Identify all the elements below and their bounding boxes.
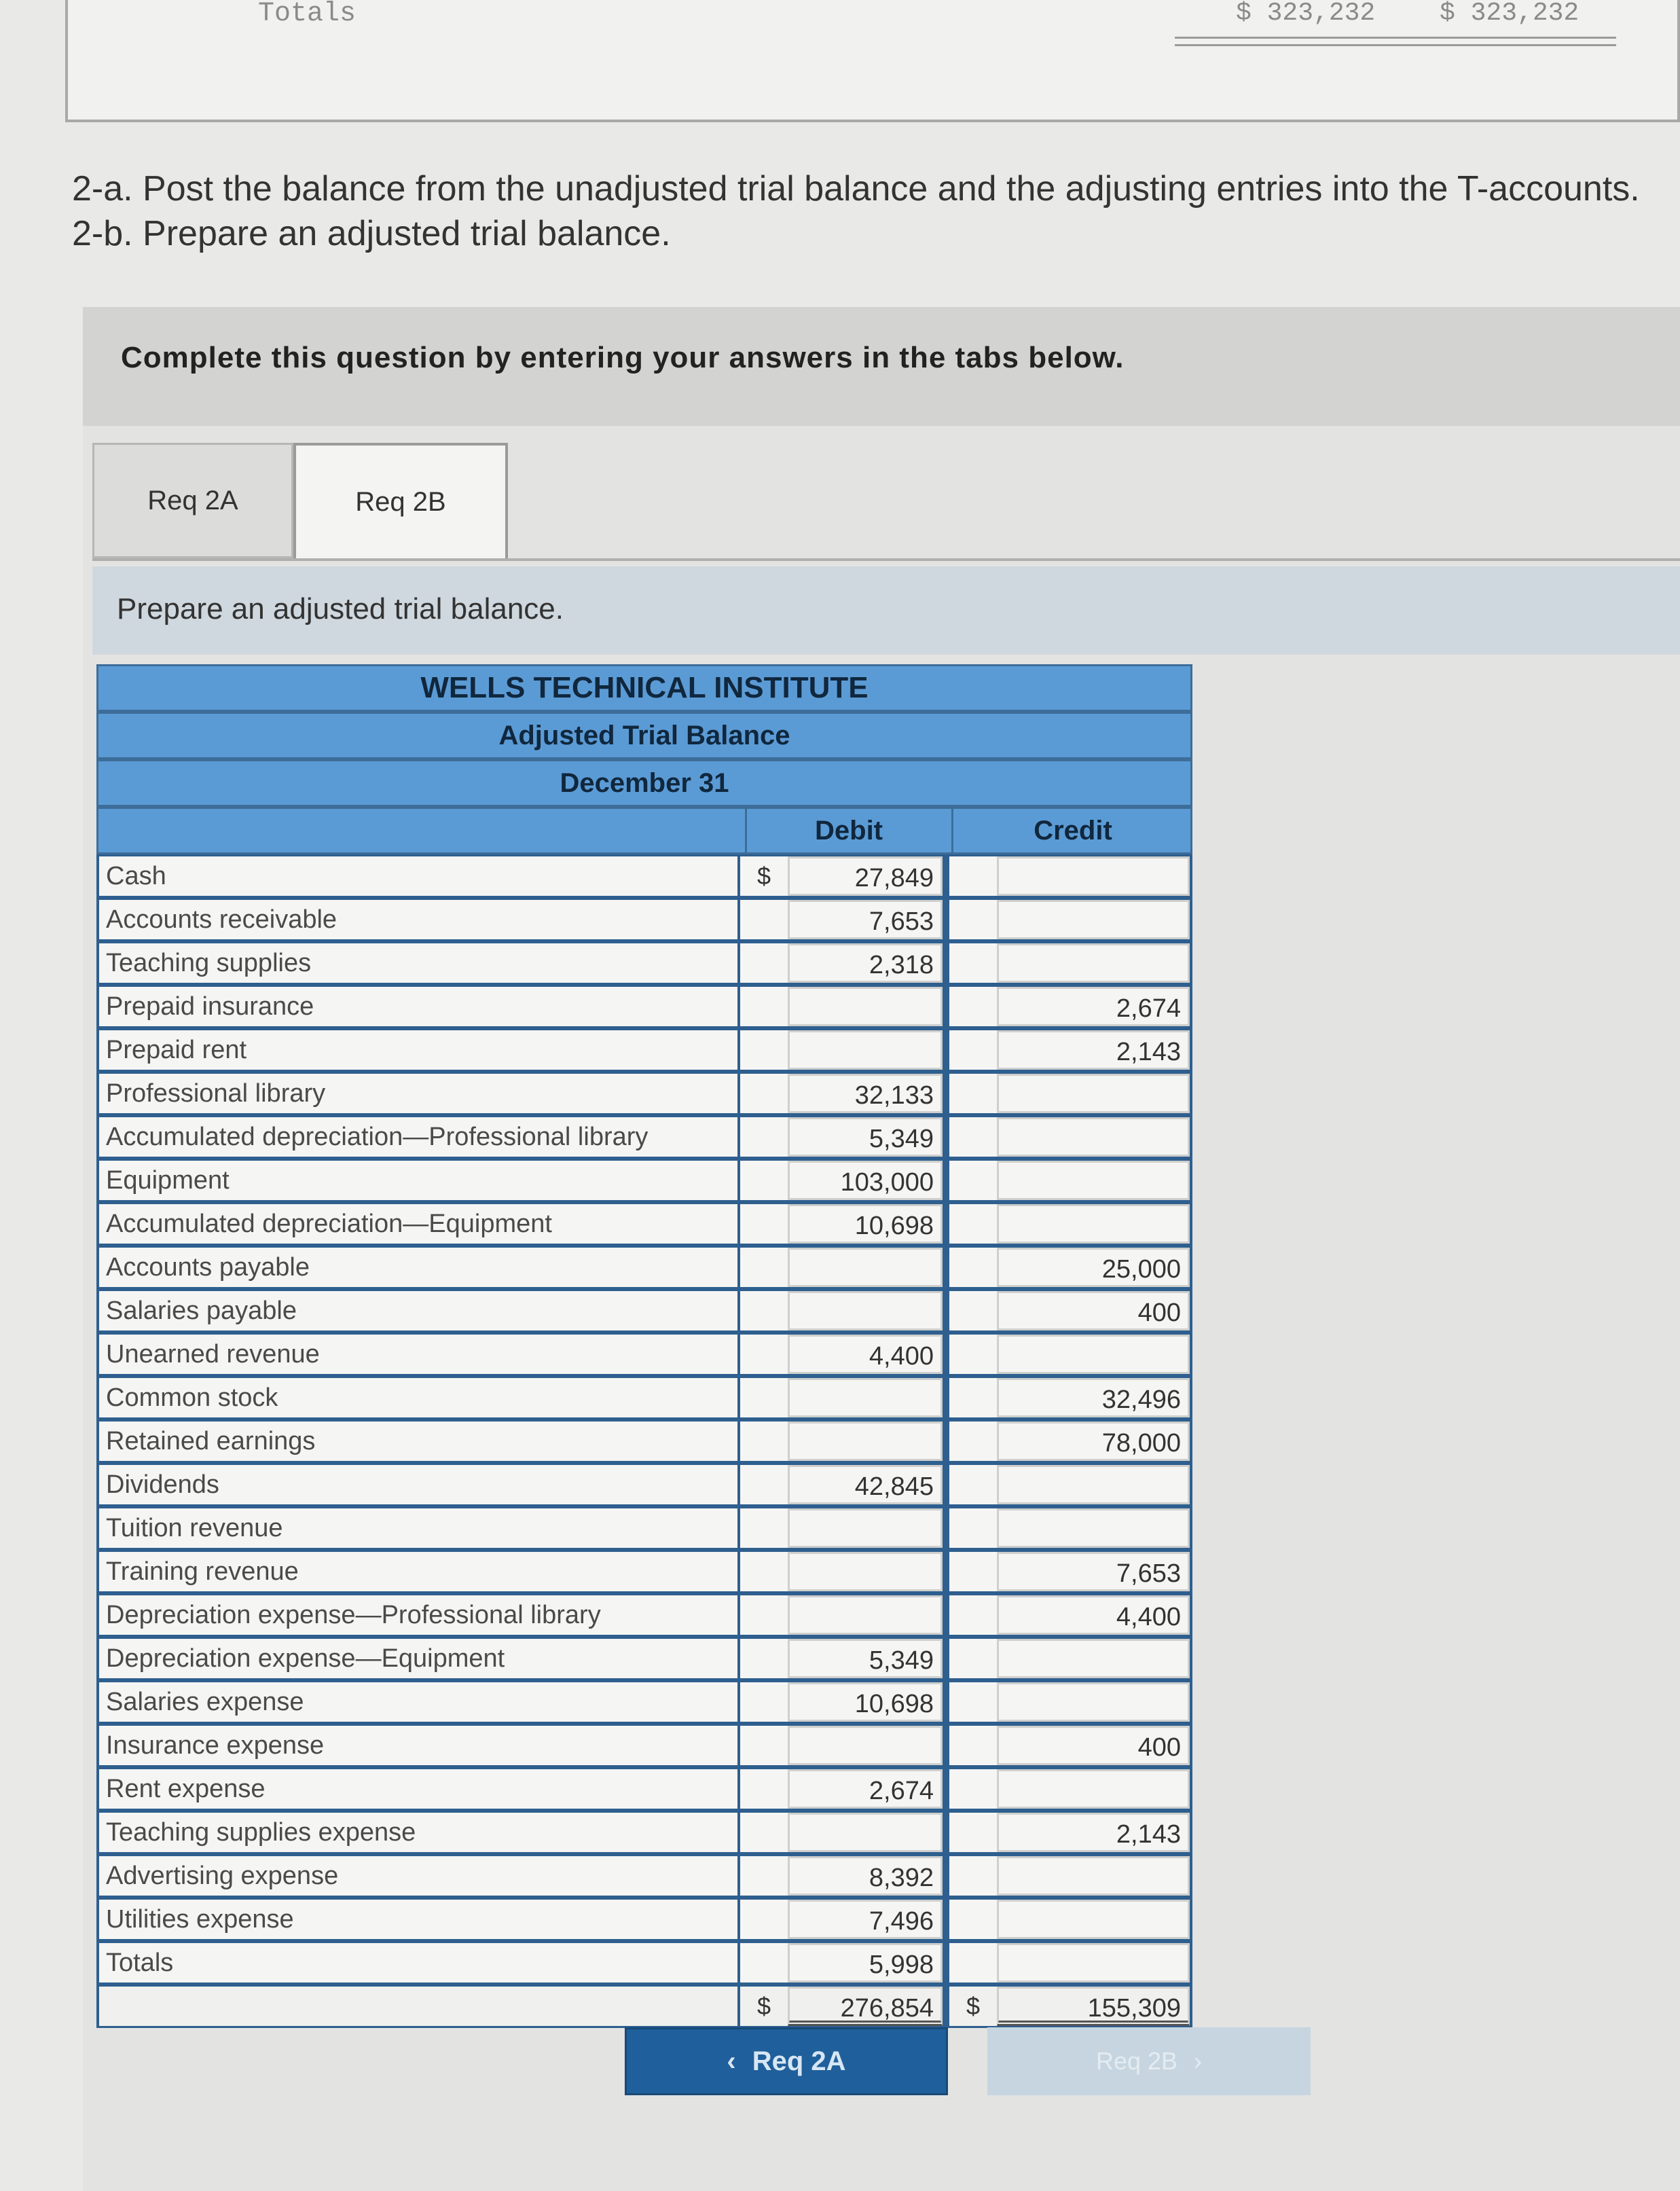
account-name-select[interactable]: Accounts receivable: [99, 900, 737, 939]
debit-amount-input[interactable]: 27,849: [788, 856, 943, 896]
credit-amount-input[interactable]: [997, 1769, 1190, 1809]
instruction-2a: 2-a. Post the balance from the unadjusted trial balance and the adjusting entries into the T-accounts.: [72, 169, 1640, 209]
credit-currency-sign: [949, 856, 997, 896]
prompt-bar: [92, 566, 1680, 655]
debit-currency-sign: [740, 1161, 788, 1200]
credit-amount-input[interactable]: 32,496: [997, 1378, 1190, 1417]
table-row: [96, 1246, 1192, 1289]
debit-amount-input[interactable]: 5,349: [788, 1117, 943, 1157]
account-name-select[interactable]: [99, 1987, 737, 2026]
previous-totals-box: [65, 0, 1680, 122]
next-req-label: Req 2B: [1095, 2047, 1178, 2075]
table-row: [96, 1767, 1192, 1811]
column-header-row: [96, 807, 1192, 854]
debit-currency-sign: [740, 1682, 788, 1722]
tab-req-2b[interactable]: Req 2B: [293, 443, 508, 558]
account-name-select[interactable]: Retained earnings: [99, 1422, 737, 1461]
table-row: [96, 854, 1192, 898]
debit-currency-sign: [740, 1943, 788, 1982]
credit-currency-sign: [949, 1726, 997, 1765]
debit-currency-sign: [740, 1465, 788, 1504]
debit-amount-input[interactable]: 5,349: [788, 1639, 943, 1678]
debit-amount-input[interactable]: 4,400: [788, 1335, 943, 1374]
panel-header: [83, 307, 1680, 426]
credit-currency-sign: [949, 1639, 997, 1678]
debit-amount-input[interactable]: 7,496: [788, 1900, 943, 1939]
prev-req-button[interactable]: [625, 2027, 948, 2095]
account-name-select[interactable]: Rent expense: [99, 1769, 737, 1809]
account-name-select[interactable]: Training revenue: [99, 1552, 737, 1591]
account-name-select[interactable]: Accumulated depreciation—Professional library: [99, 1117, 737, 1157]
table-row: [96, 1115, 1192, 1159]
trial-balance-body: [96, 854, 1192, 2028]
credit-amount-input[interactable]: [997, 856, 1190, 896]
table-row: [96, 1898, 1192, 1941]
account-name-select[interactable]: Common stock: [99, 1378, 737, 1417]
credit-amount-input[interactable]: 25,000: [997, 1248, 1190, 1287]
table-row: [96, 1811, 1192, 1854]
account-name-select[interactable]: Insurance expense: [99, 1726, 737, 1765]
account-name-select[interactable]: Advertising expense: [99, 1856, 737, 1896]
table-row: [96, 1289, 1192, 1333]
debit-amount-input[interactable]: [788, 987, 943, 1026]
credit-currency-sign: [949, 1813, 997, 1852]
credit-amount-input[interactable]: 78,000: [997, 1422, 1190, 1461]
account-name-select[interactable]: Cash: [99, 856, 737, 896]
credit-amount-input[interactable]: 400: [997, 1726, 1190, 1765]
credit-currency-sign: [949, 1900, 997, 1939]
credit-amount-input[interactable]: 7,653: [997, 1552, 1190, 1591]
credit-currency-sign: [949, 1030, 997, 1070]
table-row: [96, 1550, 1192, 1593]
credit-amount-input[interactable]: [997, 1074, 1190, 1113]
credit-currency-sign: [949, 1508, 997, 1548]
instruction-2b: 2-b. Prepare an adjusted trial balance.: [72, 214, 671, 253]
credit-amount-input[interactable]: [997, 1682, 1190, 1722]
account-name-select[interactable]: Depreciation expense—Equipment: [99, 1639, 737, 1678]
credit-amount-input[interactable]: [997, 1943, 1190, 1982]
credit-currency-sign: [949, 1856, 997, 1896]
account-name-select[interactable]: Unearned revenue: [99, 1335, 737, 1374]
debit-currency-sign: [740, 1900, 788, 1939]
debit-amount-input[interactable]: 10,698: [788, 1682, 943, 1722]
top-debit-total: $ 323,232: [1236, 0, 1376, 28]
debit-currency-sign: [740, 1552, 788, 1591]
credit-currency-sign: [949, 1074, 997, 1113]
debit-amount-input[interactable]: 2,674: [788, 1769, 943, 1809]
credit-amount-input[interactable]: [997, 1117, 1190, 1157]
credit-amount-input[interactable]: 155,309: [997, 1987, 1190, 2026]
debit-amount-input[interactable]: [788, 1595, 943, 1635]
credit-currency-sign: [949, 1595, 997, 1635]
credit-amount-input[interactable]: [997, 1335, 1190, 1374]
debit-currency-sign: [740, 1030, 788, 1070]
table-row: [96, 1028, 1192, 1072]
top-credit-total: $ 323,232: [1440, 0, 1579, 28]
credit-currency-sign: [949, 1248, 997, 1287]
credit-currency-sign: [949, 1335, 997, 1374]
table-row: [96, 1680, 1192, 1724]
debit-amount-input[interactable]: [788, 1378, 943, 1417]
debit-currency-sign: [740, 1813, 788, 1852]
account-name-select[interactable]: Teaching supplies: [99, 943, 737, 983]
credit-column-header: Credit: [951, 809, 1192, 852]
debit-currency-sign: [740, 1378, 788, 1417]
debit-currency-sign: [740, 900, 788, 939]
credit-currency-sign: [949, 1117, 997, 1157]
table-row: [96, 1159, 1192, 1202]
account-name-select[interactable]: Salaries expense: [99, 1682, 737, 1722]
table-row: [96, 1637, 1192, 1680]
credit-currency-sign: [949, 1769, 997, 1809]
credit-currency-sign: [949, 1161, 997, 1200]
debit-currency-sign: [740, 1856, 788, 1896]
credit-currency-sign: [949, 1552, 997, 1591]
debit-currency-sign: [740, 1769, 788, 1809]
debit-amount-input[interactable]: [788, 1030, 943, 1070]
table-row: [96, 1376, 1192, 1419]
credit-amount-input[interactable]: [997, 900, 1190, 939]
account-name-select[interactable]: Accounts payable: [99, 1248, 737, 1287]
debit-amount-input[interactable]: [788, 1248, 943, 1287]
top-totals-label: Totals: [258, 0, 357, 29]
table-row: [96, 1506, 1192, 1550]
tab-divider: [92, 558, 1680, 561]
debit-amount-input[interactable]: 2,318: [788, 943, 943, 983]
debit-currency-sign: [740, 943, 788, 983]
credit-currency-sign: [949, 1943, 997, 1982]
table-row: [96, 1419, 1192, 1463]
debit-column-header: Debit: [745, 809, 951, 852]
credit-currency-sign: [949, 987, 997, 1026]
credit-amount-input[interactable]: 2,143: [997, 1030, 1190, 1070]
table-row: [96, 1463, 1192, 1506]
credit-amount-input[interactable]: 2,674: [997, 987, 1190, 1026]
credit-amount-input[interactable]: [997, 1204, 1190, 1244]
table-row: [96, 898, 1192, 941]
account-name-select[interactable]: Dividends: [99, 1465, 737, 1504]
company-name: WELLS TECHNICAL INSTITUTE: [96, 664, 1192, 712]
credit-amount-input[interactable]: [997, 1161, 1190, 1200]
account-name-select[interactable]: Equipment: [99, 1161, 737, 1200]
chevron-left-icon: ‹: [727, 2046, 736, 2076]
table-row: [96, 1941, 1192, 1985]
credit-amount-input[interactable]: [997, 1856, 1190, 1896]
account-name-select[interactable]: Professional library: [99, 1074, 737, 1113]
debit-amount-input[interactable]: [788, 1508, 943, 1548]
debit-currency-sign: [740, 1726, 788, 1765]
debit-amount-input[interactable]: 42,845: [788, 1465, 943, 1504]
statement-date: December 31: [96, 759, 1192, 807]
debit-currency-sign: [740, 987, 788, 1026]
debit-currency-sign: [740, 1204, 788, 1244]
debit-currency-sign: [740, 1074, 788, 1113]
account-name-select[interactable]: Accumulated depreciation—Equipment: [99, 1204, 737, 1244]
credit-amount-input[interactable]: 2,143: [997, 1813, 1190, 1852]
statement-title: Adjusted Trial Balance: [96, 712, 1192, 759]
account-name-select[interactable]: Teaching supplies expense: [99, 1813, 737, 1852]
debit-currency-sign: [740, 1335, 788, 1374]
debit-amount-input[interactable]: [788, 1726, 943, 1765]
debit-currency-sign: [740, 1508, 788, 1548]
table-row: [96, 1593, 1192, 1637]
table-row: [96, 1333, 1192, 1376]
account-name-select[interactable]: Prepaid insurance: [99, 987, 737, 1026]
debit-amount-input[interactable]: 10,698: [788, 1204, 943, 1244]
table-row: [96, 985, 1192, 1028]
debit-amount-input[interactable]: [788, 1291, 943, 1330]
totals-row: [96, 1985, 1192, 2028]
prompt-text: Prepare an adjusted trial balance.: [117, 592, 564, 626]
credit-currency-sign: [949, 1422, 997, 1461]
instructions: [72, 166, 1640, 256]
prev-req-label: Req 2A: [752, 2046, 846, 2076]
debit-currency-sign: [740, 1639, 788, 1678]
credit-amount-input[interactable]: [997, 1639, 1190, 1678]
table-row: [96, 1854, 1192, 1898]
credit-amount-input[interactable]: [997, 1508, 1190, 1548]
debit-currency-sign: $: [740, 1987, 788, 2026]
debit-amount-input[interactable]: 32,133: [788, 1074, 943, 1113]
credit-amount-input[interactable]: 4,400: [997, 1595, 1190, 1635]
credit-currency-sign: [949, 943, 997, 983]
account-name-select[interactable]: Prepaid rent: [99, 1030, 737, 1070]
account-name-select[interactable]: Tuition revenue: [99, 1508, 737, 1548]
debit-amount-input[interactable]: 276,854: [788, 1987, 943, 2026]
debit-currency-sign: [740, 1595, 788, 1635]
account-name-select[interactable]: Salaries payable: [99, 1291, 737, 1330]
account-name-select[interactable]: Depreciation expense—Professional library: [99, 1595, 737, 1635]
next-req-button[interactable]: [987, 2027, 1311, 2095]
debit-amount-input[interactable]: [788, 1813, 943, 1852]
debit-currency-sign: [740, 1117, 788, 1157]
debit-currency-sign: [740, 1291, 788, 1330]
account-name-select[interactable]: Utilities expense: [99, 1900, 737, 1939]
credit-amount-input[interactable]: [997, 1465, 1190, 1504]
table-row: [96, 1202, 1192, 1246]
debit-currency-sign: [740, 1248, 788, 1287]
credit-currency-sign: [949, 1291, 997, 1330]
debit-amount-input[interactable]: [788, 1552, 943, 1591]
table-row: [96, 941, 1192, 985]
credit-currency-sign: [949, 1682, 997, 1722]
debit-amount-input[interactable]: 8,392: [788, 1856, 943, 1896]
debit-amount-input[interactable]: [788, 1422, 943, 1461]
debit-amount-input[interactable]: 103,000: [788, 1161, 943, 1200]
double-underline: [1175, 37, 1616, 46]
panel-header-text: Complete this question by entering your answers in the tabs below.: [121, 341, 1125, 374]
debit-amount-input[interactable]: 7,653: [788, 900, 943, 939]
credit-currency-sign: $: [949, 1987, 997, 2026]
credit-currency-sign: [949, 1204, 997, 1244]
table-row: [96, 1072, 1192, 1115]
tab-req-2a[interactable]: Req 2A: [92, 443, 293, 558]
credit-amount-input[interactable]: 400: [997, 1291, 1190, 1330]
credit-currency-sign: [949, 1465, 997, 1504]
debit-currency-sign: [740, 1422, 788, 1461]
credit-currency-sign: [949, 1378, 997, 1417]
debit-amount-input[interactable]: 5,998: [788, 1943, 943, 1982]
table-row: [96, 1724, 1192, 1767]
debit-currency-sign: $: [740, 856, 788, 896]
credit-currency-sign: [949, 900, 997, 939]
credit-amount-input[interactable]: [997, 1900, 1190, 1939]
chevron-right-icon: ›: [1194, 2047, 1203, 2075]
credit-amount-input[interactable]: [997, 943, 1190, 983]
account-name-select[interactable]: Totals: [99, 1943, 737, 1982]
